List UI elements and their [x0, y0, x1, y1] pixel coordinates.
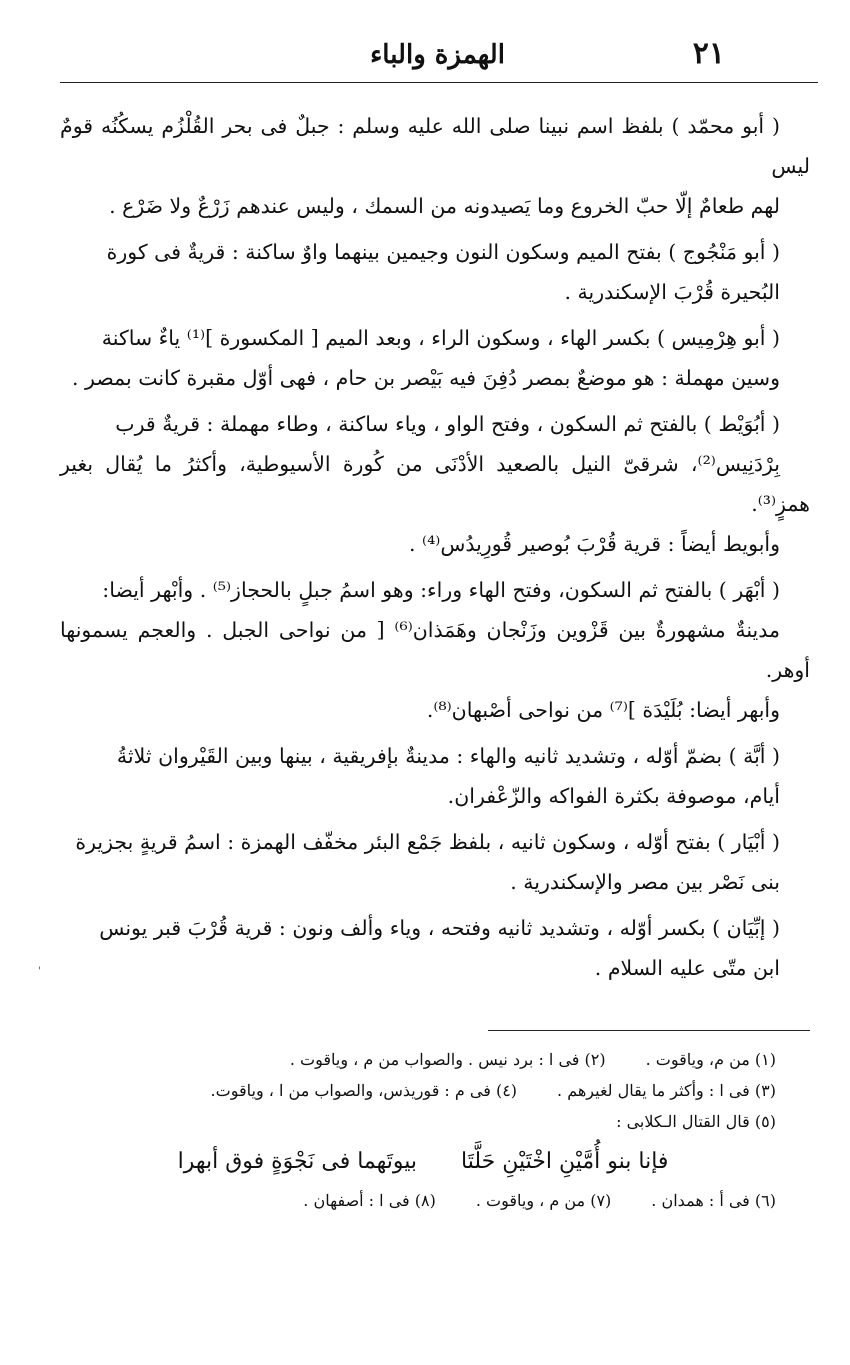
text-line: ( أبو محمّد ) بلفظ اسم نبينا صلى الله عليه وسلم : جبلٌ فى بحر القُلْزُم يسكُنُه قومٌ ليس [60, 114, 810, 178]
footnote-3: (٣) فى ا : وأكثر ما يقال لغيرهم . [557, 1081, 776, 1100]
footnote-verse [70, 1143, 776, 1181]
entry-abu-manjuj [60, 232, 810, 312]
entry-abyar [60, 822, 810, 902]
text-line: مدينةٌ مشهورةٌ بين قَزْوين وزَنْجان وهَمَذان⁽⁶⁾ [ من نواحى الجبل . والعجم يسمونها أوهر. [60, 618, 810, 682]
text-line: بنى نَصْر بين مصر والإسكندرية . [510, 870, 780, 894]
page-header [60, 34, 815, 78]
page-title: الهمزة والباء [370, 40, 505, 70]
entry-abhar [60, 570, 810, 730]
header-divider [60, 82, 818, 83]
footnote-7: (٧) من م ، وياقوت . [475, 1191, 612, 1210]
entry-abu-muhammad [60, 106, 810, 226]
page-number: ٢١ [692, 36, 725, 71]
text-line: وسين مهملة : هو موضعٌ بمصر دُفِنَ فيه بَيْصر بن حام ، فهى أوّل مقبرة كانت بمصر . [72, 366, 780, 390]
text-line: لهم طعامٌ إلّا حبّ الخروع وما يَصيدونه من السمك ، وليس عندهم زَرْعٌ ولا ضَرْع . [109, 194, 780, 218]
text-line: بِرْدَنِيس⁽²⁾، شرقىّ النيل بالصعيد الأدْنَى من كُورة الأسيوطية، وأكثرُ ما يُقال بغير همزٍ⁽³⁾. [60, 452, 810, 516]
text-line: ( أبْهَر ) بالفتح ثم السكون، وفتح الهاء وراء: وهو اسمُ جبلٍ بالحجاز⁽⁵⁾ . وأبْهر أيضا: [102, 578, 780, 602]
text-line: البُحيرة قُرْبَ الإسكندرية . [564, 280, 780, 304]
verse-second-hemistich: بيوتَهما فى نَجْوَةٍ فوق أبهرا [177, 1149, 418, 1174]
text-line: ( أبو مَنْجُوج ) بفتح الميم وسكون النون وجيمين بينهما واوٌ ساكنة : قريةٌ فى كورة [106, 240, 780, 264]
text-line: ( أبو هِرْمِيس ) بكسر الهاء ، وسكون الراء ، وبعد الميم [ المكسورة ]⁽¹⁾ ياءٌ ساكنة [101, 326, 780, 350]
verse-first-hemistich: فإنا بنو أُمَّيْنِ اخْتَيْنِ حَلَّتَا [461, 1149, 669, 1174]
text-line: ( إبِّيَان ) بكسر أوّله ، وتشديد ثانيه وفتحه ، وياء وألف ونون : قرية قُرْبَ قبر يونس [99, 916, 780, 940]
text-line: وأبويط أيضاً : قرية قُرْبَ بُوصير قُورِيدُس⁽⁴⁾ . [408, 532, 780, 556]
footnote-4: (٤) فى م : قوريذس، والصواب من ا ، وياقوت. [210, 1081, 518, 1100]
text-line: أيام، موصوفة بكثرة الفواكه والزّعْفران. [447, 784, 780, 808]
entry-abu-hirmis [60, 318, 810, 398]
entry-ubba [60, 736, 810, 816]
text-line: ابن متّى عليه السلام . [594, 956, 780, 980]
footnote-row [70, 1075, 776, 1106]
footnote-1: (١) من م، وياقوت . [645, 1050, 776, 1069]
footnote-row [70, 1044, 776, 1075]
text-line: ( أبَّة ) بضمّ أوّله ، وتشديد ثانيه والهاء : مدينةٌ بإفريقية ، بينها وبين القَيْروان ثلاثةُ [116, 744, 780, 768]
footnote-6: (٦) فى أ : همدان . [651, 1191, 776, 1210]
footnote-divider [488, 1030, 810, 1031]
main-text [60, 106, 810, 994]
text-line: ( أبْيَار ) بفتح أوّله ، وسكون ثانيه ، بلفظ جَمْع البئر مخفّف الهمزة : اسمُ قريةٍ بجزيرة [75, 830, 780, 854]
footnote-8: (٨) فى ا : أصفهان . [303, 1191, 436, 1210]
footnote-5: (٥) قال القتال الـكلابى : [616, 1112, 776, 1131]
text-line: وأبهر أيضا: بُلَيْدَة ]⁽⁷⁾ من نواحى أصْبهان⁽⁸⁾. [426, 698, 780, 722]
footnote-row [70, 1106, 776, 1137]
entry-ibbiyan [60, 908, 810, 988]
scan-speck: ' [38, 966, 41, 977]
text-line: ( أبُوَيْط ) بالفتح ثم السكون ، وفتح الواو ، وياء ساكنة ، وطاء مهملة : قريةٌ قرب [115, 412, 780, 436]
footnotes [70, 1044, 776, 1216]
footnote-row [70, 1185, 776, 1216]
footnote-2: (٢) فى ا : برد نيس . والصواب من م ، وياقوت . [289, 1050, 606, 1069]
entry-abuwayt [60, 404, 810, 564]
